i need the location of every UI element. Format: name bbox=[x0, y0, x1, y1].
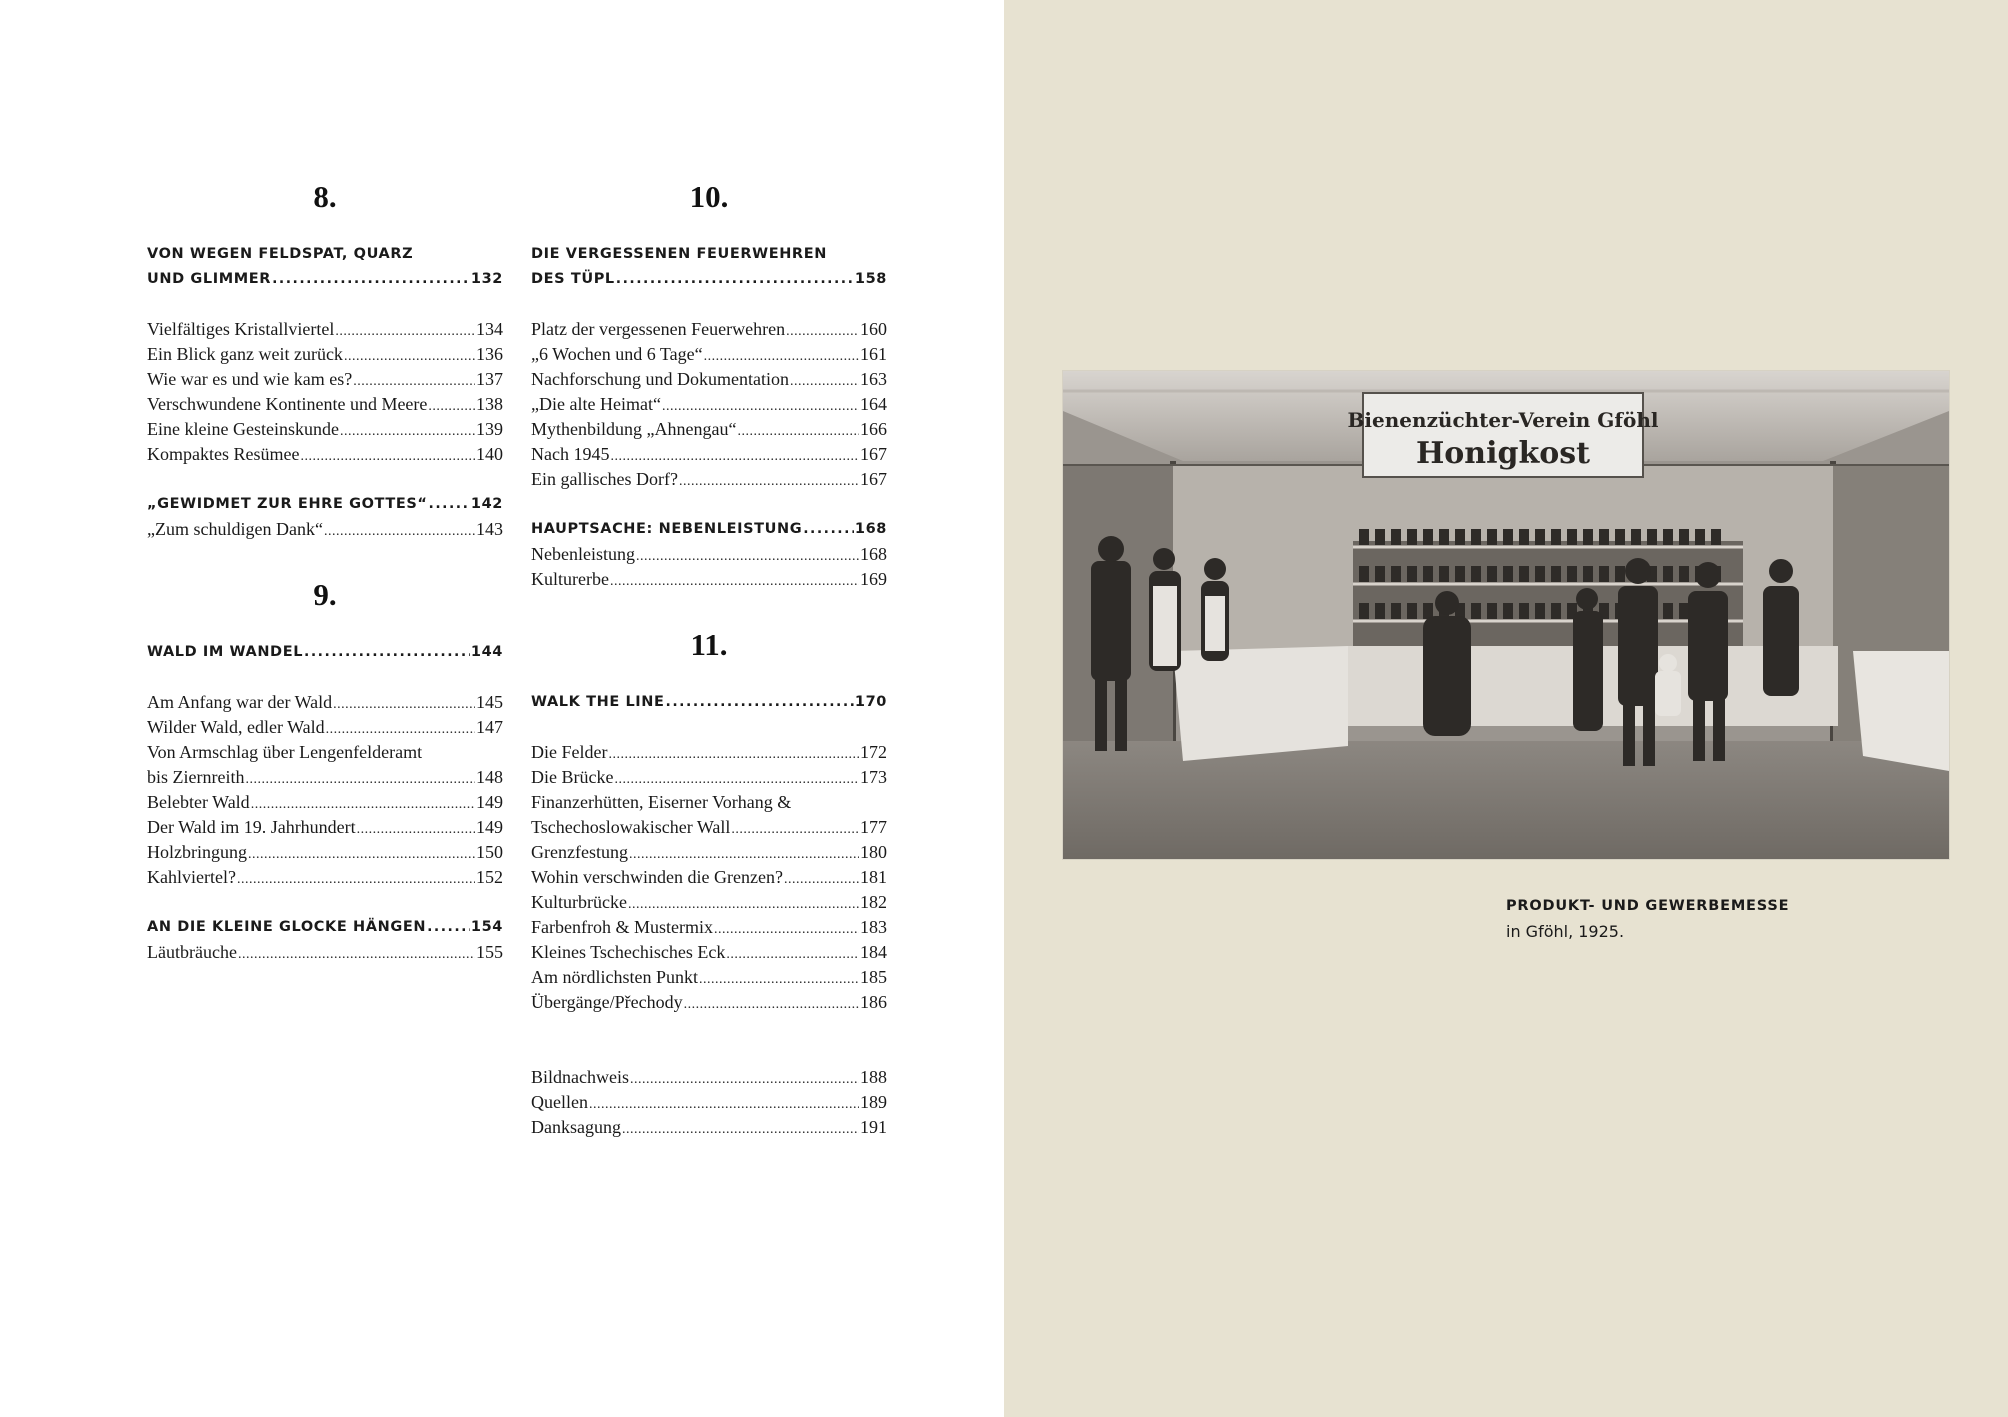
leader-dots bbox=[272, 267, 470, 292]
market-stall-illustration bbox=[1063, 371, 1949, 859]
page-number: 163 bbox=[860, 369, 887, 389]
caption-title: PRODUKT- UND GEWERBEMESSE bbox=[1506, 898, 1790, 914]
toc-entry[interactable]: Ein gallisches Dorf? ..... 167 bbox=[531, 467, 887, 492]
chapter-number-8: 8. bbox=[313, 179, 337, 214]
toc-entry[interactable]: Kleines Tschechisches Eck ..... 184 bbox=[531, 940, 887, 965]
leader-dots bbox=[251, 792, 475, 817]
page-number: 158 bbox=[854, 271, 887, 287]
leader-dots bbox=[610, 569, 859, 594]
toc-entry[interactable]: Vielfältiges Kristallviertel ..... 134 bbox=[147, 317, 503, 342]
section-title[interactable]: „GEWIDMET ZUR EHRE GOTTES“ ..... 142 bbox=[147, 492, 503, 517]
page-number: 142 bbox=[470, 496, 503, 512]
page-number: 185 bbox=[860, 967, 887, 987]
leader-dots bbox=[344, 344, 475, 369]
toc-entry[interactable]: Farbenfroh & Mustermix ..... 183 bbox=[531, 915, 887, 940]
page-number: 181 bbox=[860, 867, 887, 887]
toc-column-right bbox=[531, 178, 887, 1140]
page-number: 148 bbox=[476, 767, 503, 787]
leader-dots bbox=[335, 319, 475, 344]
leader-dots bbox=[610, 444, 859, 469]
leader-dots bbox=[589, 1092, 859, 1117]
leader-dots bbox=[803, 517, 854, 542]
page-number: 180 bbox=[860, 842, 887, 862]
caption-subtitle: in Gföhl, 1925. bbox=[1506, 922, 1625, 941]
toc-entry[interactable]: bis Ziernreith ..... 148 bbox=[147, 765, 503, 790]
toc-entry[interactable]: Danksagung ..... 191 bbox=[531, 1115, 887, 1140]
page-number: 143 bbox=[476, 519, 503, 539]
leader-dots bbox=[333, 692, 475, 717]
page-number: 139 bbox=[476, 419, 503, 439]
leader-dots bbox=[629, 842, 859, 867]
toc-entry[interactable]: Wie war es und wie kam es? ..... 137 bbox=[147, 367, 503, 392]
toc-entry[interactable]: Quellen ..... 189 bbox=[531, 1090, 887, 1115]
toc-entry[interactable]: Bildnachweis ..... 188 bbox=[531, 1065, 887, 1090]
page-number: 137 bbox=[476, 369, 503, 389]
section-title[interactable]: VON WEGEN FELDSPAT, QUARZ bbox=[147, 246, 414, 262]
leader-dots bbox=[614, 767, 859, 792]
section-title[interactable]: WALD IM WANDEL ..... 144 bbox=[147, 640, 503, 665]
toc-entry[interactable]: Der Wald im 19. Jahrhundert ..... 149 bbox=[147, 815, 503, 840]
sign-text-line1: Bienenzüchter-Verein Gföhl bbox=[1347, 408, 1659, 432]
page-number: 132 bbox=[470, 271, 503, 287]
page-number: 172 bbox=[860, 742, 887, 762]
page-number: 177 bbox=[860, 817, 887, 837]
toc-entry[interactable]: Ein Blick ganz weit zurück ..... 136 bbox=[147, 342, 503, 367]
toc-entry[interactable]: Eine kleine Gesteinskunde ..... 139 bbox=[147, 417, 503, 442]
toc-entry[interactable]: Die Felder ..... 172 bbox=[531, 740, 887, 765]
section-title[interactable]: DES TÜPL ..... 158 bbox=[531, 267, 887, 292]
leader-dots bbox=[300, 444, 475, 469]
page-number: 144 bbox=[470, 644, 503, 660]
page-number: 152 bbox=[476, 867, 503, 887]
section-title[interactable]: HAUPTSACHE: NEBENLEISTUNG ..... 168 bbox=[531, 517, 887, 542]
chapter-number-9: 9. bbox=[313, 577, 337, 612]
toc-entry[interactable]: „6 Wochen und 6 Tage“ ..... 161 bbox=[531, 342, 887, 367]
page-number: 167 bbox=[860, 469, 887, 489]
leader-dots bbox=[790, 369, 859, 394]
leader-dots bbox=[666, 690, 854, 715]
toc-entry[interactable]: „Die alte Heimat“ ..... 164 bbox=[531, 392, 887, 417]
page-number: 161 bbox=[860, 344, 887, 364]
leader-dots bbox=[245, 767, 475, 792]
leader-dots bbox=[622, 1117, 859, 1142]
page-number: 147 bbox=[476, 717, 503, 737]
leader-dots bbox=[353, 369, 475, 394]
toc-entry[interactable]: Übergänge/Přechody ..... 186 bbox=[531, 990, 887, 1015]
page-number: 186 bbox=[860, 992, 887, 1012]
page-number: 191 bbox=[860, 1117, 887, 1137]
leader-dots bbox=[248, 842, 475, 867]
page-number: 145 bbox=[476, 692, 503, 712]
toc-entry[interactable]: Verschwundene Kontinente und Meere ..... 138 bbox=[147, 392, 503, 417]
page-number: 136 bbox=[476, 344, 503, 364]
toc-entry[interactable]: Nachforschung und Dokumentation ..... 163 bbox=[531, 367, 887, 392]
toc-entry[interactable]: Kulturerbe ..... 169 bbox=[531, 567, 887, 592]
page-number: 134 bbox=[476, 319, 503, 339]
leader-dots bbox=[737, 419, 859, 444]
toc-entry[interactable]: Finanzerhütten, Eiserner Vorhang & bbox=[531, 792, 792, 812]
leader-dots bbox=[428, 394, 475, 419]
page-number: 168 bbox=[854, 521, 887, 537]
page-number: 189 bbox=[860, 1092, 887, 1112]
section-title[interactable]: DIE VERGESSENEN FEUERWEHREN bbox=[531, 246, 827, 262]
leader-dots bbox=[630, 1067, 859, 1092]
toc-entry[interactable]: Nach 1945 ..... 167 bbox=[531, 442, 887, 467]
leader-dots bbox=[699, 967, 859, 992]
page-number: 160 bbox=[860, 319, 887, 339]
section-title[interactable]: AN DIE KLEINE GLOCKE HÄNGEN ..... 154 bbox=[147, 915, 503, 940]
page-number: 138 bbox=[476, 394, 503, 414]
leader-dots bbox=[326, 717, 475, 742]
toc-entry[interactable]: Wilder Wald, edler Wald ..... 147 bbox=[147, 715, 503, 740]
sign-text-line2: Honigkost bbox=[1415, 436, 1591, 471]
leader-dots bbox=[608, 742, 859, 767]
page-number: 188 bbox=[860, 1067, 887, 1087]
section-title[interactable]: WALK THE LINE ..... 170 bbox=[531, 690, 887, 715]
page-number: 164 bbox=[860, 394, 887, 414]
page-number: 150 bbox=[476, 842, 503, 862]
toc-entry[interactable]: Holzbringung ..... 150 bbox=[147, 840, 503, 865]
toc-entry[interactable]: Tschechoslowakischer Wall ..... 177 bbox=[531, 815, 887, 840]
toc-entry[interactable]: Die Brücke ..... 173 bbox=[531, 765, 887, 790]
page-number: 154 bbox=[470, 919, 503, 935]
page-number: 170 bbox=[854, 694, 887, 710]
page-number: 140 bbox=[476, 444, 503, 464]
photo-caption bbox=[1506, 894, 1926, 944]
page-number: 182 bbox=[860, 892, 887, 912]
toc-entry[interactable]: Grenzfestung ..... 180 bbox=[531, 840, 887, 865]
page-number: 149 bbox=[476, 817, 503, 837]
page-number: 184 bbox=[860, 942, 887, 962]
toc-entry[interactable]: Nebenleistung ..... 168 bbox=[531, 542, 887, 567]
section-title[interactable]: UND GLIMMER ..... 132 bbox=[147, 267, 503, 292]
leader-dots bbox=[636, 544, 859, 569]
leader-dots bbox=[714, 917, 859, 942]
toc-entry[interactable]: Wohin verschwinden die Grenzen? ..... 181 bbox=[531, 865, 887, 890]
toc-entry[interactable]: Belebter Wald ..... 149 bbox=[147, 790, 503, 815]
leader-dots bbox=[628, 892, 859, 917]
toc-entry[interactable]: Von Armschlag über Lengenfelderamt bbox=[147, 742, 423, 762]
historical-photo bbox=[1063, 371, 1949, 859]
leader-dots bbox=[429, 492, 470, 517]
chapter-number-11: 11. bbox=[690, 627, 728, 662]
chapter-number-10: 10. bbox=[689, 179, 729, 214]
toc-entry[interactable]: Platz der vergessenen Feuerwehren ..... 160 bbox=[531, 317, 887, 342]
leader-dots bbox=[616, 267, 854, 292]
toc-entry[interactable]: Kulturbrücke ..... 182 bbox=[531, 890, 887, 915]
toc-entry[interactable]: Am nördlichsten Punkt ..... 185 bbox=[531, 965, 887, 990]
leader-dots bbox=[357, 817, 475, 842]
leader-dots bbox=[726, 942, 859, 967]
leader-dots bbox=[704, 344, 859, 369]
toc-entry[interactable]: Kompaktes Resümee ..... 140 bbox=[147, 442, 503, 467]
leader-dots bbox=[786, 319, 859, 344]
toc-column-left bbox=[147, 178, 503, 965]
leader-dots bbox=[731, 817, 859, 842]
toc-entry[interactable]: Kahlviertel? ..... 152 bbox=[147, 865, 503, 890]
page-number: 166 bbox=[860, 419, 887, 439]
leader-dots bbox=[324, 519, 475, 544]
page-number: 168 bbox=[860, 544, 887, 564]
page-number: 155 bbox=[476, 942, 503, 962]
toc-entry[interactable]: Läutbräuche ..... 155 bbox=[147, 940, 503, 965]
leader-dots bbox=[784, 867, 859, 892]
page-number: 173 bbox=[860, 767, 887, 787]
toc-entry[interactable]: „Zum schuldigen Dank“ ..... 143 bbox=[147, 517, 503, 542]
page-number: 149 bbox=[476, 792, 503, 812]
leader-dots bbox=[238, 942, 475, 967]
leader-dots bbox=[662, 394, 859, 419]
page-number: 169 bbox=[860, 569, 887, 589]
leader-dots bbox=[427, 915, 470, 940]
toc-entry[interactable]: Am Anfang war der Wald ..... 145 bbox=[147, 690, 503, 715]
page-number: 167 bbox=[860, 444, 887, 464]
leader-dots bbox=[304, 640, 470, 665]
page-number: 183 bbox=[860, 917, 887, 937]
leader-dots bbox=[679, 469, 859, 494]
leader-dots bbox=[340, 419, 475, 444]
leader-dots bbox=[684, 992, 859, 1017]
leader-dots bbox=[237, 867, 475, 892]
toc-entry[interactable]: Mythenbildung „Ahnengau“ ..... 166 bbox=[531, 417, 887, 442]
